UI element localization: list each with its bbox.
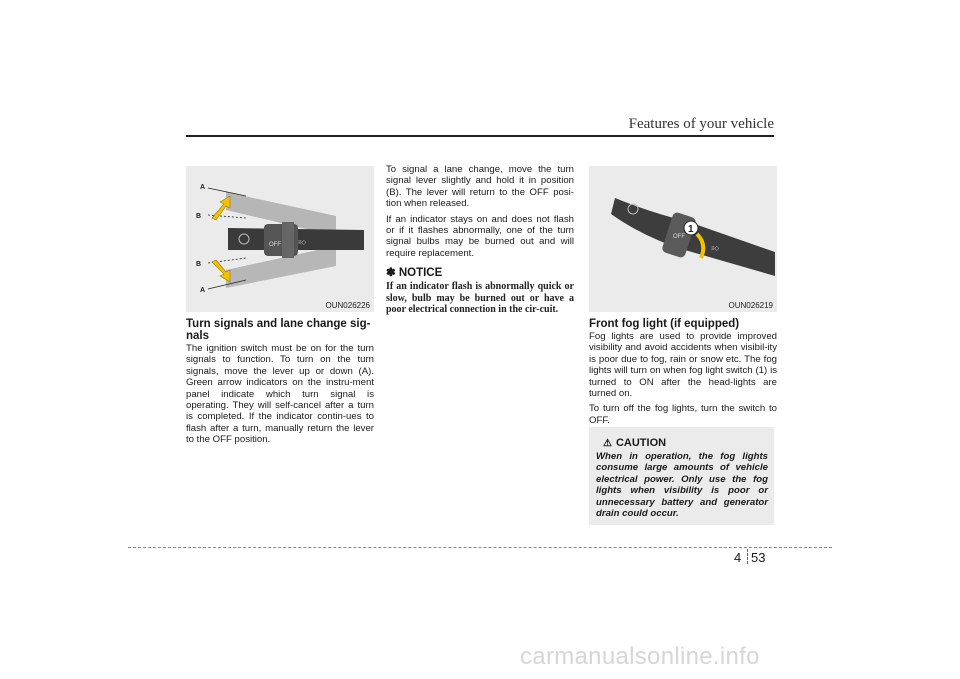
figure-code: OUN026226: [325, 301, 370, 310]
fog-off-paragraph: To turn off the fog lights, turn the switch to OFF.: [589, 403, 777, 426]
header-rule: [186, 135, 774, 137]
caution-body: When in operation, the fog lights consume large amounts of vehicle electrical power. Only use the fog lights when visibility is poor or unnecessary battery and generator drain could occur.: [596, 451, 768, 520]
label-a-top: A: [200, 184, 206, 191]
column-lane-change: [386, 164, 574, 315]
column-fog-light: [589, 166, 777, 430]
warning-triangle-icon: ⚠: [603, 438, 612, 449]
header-title: Features of your vehicle: [628, 116, 774, 132]
chapter-number: 4: [734, 550, 742, 565]
caution-title: ⚠ CAUTION: [603, 437, 667, 449]
page-number: 53: [751, 550, 766, 565]
watermark: carmanualsonline.info: [520, 643, 760, 670]
fog-light-switch-figure: [589, 166, 777, 312]
indicator-paragraph: If an indicator stays on and does not flash or if it flashes abnormally, one of the turn signal bulbs may be burned out and will require replacement.: [386, 213, 574, 259]
notice-body: If an indicator flash is abnormally quick or slow, bulb may be burned out or have a poor electrical connection in the cir-cuit.: [386, 281, 574, 316]
label-b-top: B: [196, 213, 202, 220]
figure-code: OUN026219: [728, 301, 773, 310]
notice-heading: ✽ NOTICE: [386, 267, 443, 280]
footer-rule: [128, 547, 832, 548]
lever-off-label: OFF: [269, 242, 281, 248]
fog-off-label: OFF: [673, 234, 685, 240]
section-heading-fog-light: Front fog light (if equipped): [589, 318, 740, 330]
svg-text:≡◇: ≡◇: [298, 240, 307, 246]
caution-box: [589, 427, 774, 525]
page-separator: [747, 549, 748, 564]
label-switch-1: 1: [688, 224, 694, 235]
turn-signals-body: The ignition switch must be on for the turn signals to function. To turn on the turn signals, move the lever up or down (A). Green arrow indicators on the instru-ment panel indicate which turn signal is operating. They will self-cancel after a turn is completed. If the indicator contin-ues to flash after a turn, manually return the lever to the OFF position.: [186, 343, 374, 446]
section-heading-turn-signals: Turn signals and lane change sig-nals: [186, 318, 371, 342]
svg-text:≡◇: ≡◇: [711, 246, 720, 252]
lane-change-paragraph: To signal a lane change, move the turn signal lever slightly and hold it in position (B). The lever will return to the OFF posi-tion when released.: [386, 164, 574, 210]
turn-signal-lever-figure: [186, 166, 374, 312]
fog-light-paragraph: Fog lights are used to provide improved visibility and avoid accidents when visibil-ity is poor due to fog, rain or snow etc. The fog lights will turn on when fog light switch (1) is turned to ON after the head-lights are turned on.: [589, 331, 777, 400]
label-a-bottom: A: [200, 287, 206, 294]
label-b-bottom: B: [196, 261, 202, 268]
column-turn-signals: [186, 166, 374, 450]
